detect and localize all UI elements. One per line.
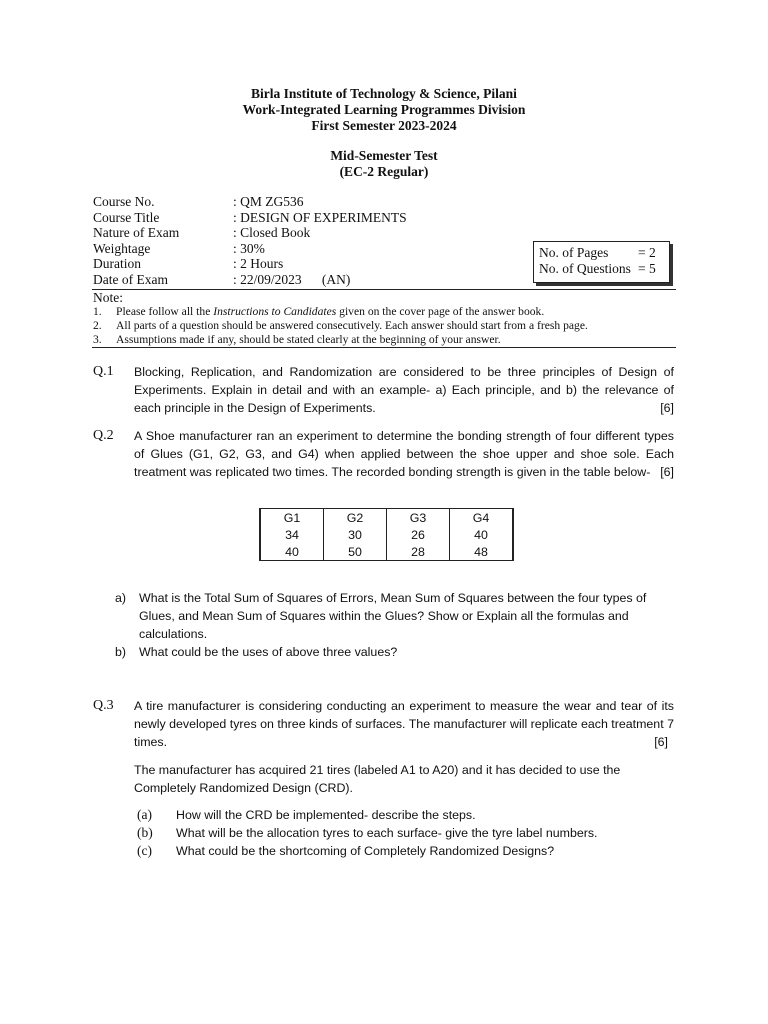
question-label: Q.3 [93, 698, 114, 713]
sub-question: (a) How will the CRD be implemented- describe the steps. [137, 807, 476, 822]
question-3-context: The manufacturer has acquired 21 tires (labeled A1 to A20) and it has decided to use the Completely Randomized Design (CRD). [134, 763, 621, 795]
note-label: Note: [93, 290, 123, 305]
table-header-cell: G3 [387, 509, 450, 527]
note-list [93, 305, 588, 347]
info-value: : Closed Book [233, 225, 311, 241]
institute-name: Birla Institute of Technology & Science, Pilani [251, 86, 517, 101]
divider-top [92, 289, 676, 290]
info-value: : QM ZG536 [233, 194, 304, 209]
question-marks: [6] [660, 465, 674, 479]
info-row [93, 210, 407, 226]
divider-bottom [92, 347, 676, 348]
info-label: Course No. [93, 194, 155, 209]
component-name: (EC-2 Regular) [339, 164, 429, 179]
note-item: 2. All parts of a question should be answered consecutively. Each answer should start from a fresh page. [93, 319, 588, 332]
note-item: 1. Please follow all the Instructions to Candidates given on the cover page of the answer book. [93, 305, 545, 318]
table-cell: 50 [324, 543, 387, 561]
info-row [93, 194, 407, 210]
questions-value: = 5 [638, 260, 656, 276]
info-label: Date of Exam [93, 271, 168, 287]
table-cell: 34 [260, 526, 324, 543]
info-label: Course Title [93, 209, 160, 225]
info-row [93, 241, 407, 257]
pages-box [533, 241, 670, 283]
pages-value: = 2 [638, 245, 656, 260]
semester: First Semester 2023-2024 [311, 118, 457, 133]
info-value: : DESIGN OF EXPERIMENTS [233, 209, 407, 225]
info-row [93, 272, 407, 288]
sub-question: (c) What could be the shortcoming of Completely Randomized Designs? [137, 843, 555, 858]
info-value: : 22/09/2023 (AN) [233, 271, 351, 287]
question-3-parts [137, 806, 677, 860]
question-marks: [6] [654, 735, 668, 749]
note-item: 3. Assumptions made if any, should be stated clearly at the beginning of your answer. [93, 333, 501, 346]
exam-header [0, 86, 768, 180]
sub-question: (b) What will be the allocation tyres to each surface- give the tyre label numbers. [137, 825, 598, 840]
glue-strength-table [259, 508, 514, 561]
table-cell: 26 [387, 526, 450, 543]
table-cell: 28 [387, 543, 450, 561]
division-name: Work-Integrated Learning Programmes Division [242, 102, 526, 117]
sub-question: a) What is the Total Sum of Squares of Errors, Mean Sum of Squares between the four types of Glues, and Mean Sum of Squares within the Glues? Show or Explain all the formulas and calculations. [115, 591, 647, 641]
info-value: : 2 Hours [233, 256, 284, 272]
table-cell: 48 [450, 543, 514, 561]
question-label: Q.2 [93, 428, 114, 443]
question-3-text: A tire manufacturer is considering conducting an experiment to measure the wear and tear of its newly developed tyres on three kinds of surfaces. The manufacturer will replicate each treatment 7 times. [6] [134, 699, 674, 749]
info-value: : 30% [233, 240, 265, 256]
question-label: Q.1 [93, 364, 114, 379]
question-2-parts [115, 589, 675, 661]
info-row [93, 256, 407, 272]
table-cell: 30 [324, 526, 387, 543]
table-header-cell: G2 [324, 509, 387, 527]
info-label: Duration [93, 256, 141, 272]
table-cell: 40 [260, 543, 324, 561]
table-header-cell: G1 [260, 509, 324, 527]
pages-label: No. of Pages [539, 245, 609, 260]
test-name: Mid-Semester Test [330, 148, 438, 163]
sub-question: b) What could be the uses of above three values? [115, 645, 398, 659]
info-label: Nature of Exam [93, 225, 180, 241]
table-header-cell: G4 [450, 509, 514, 527]
questions-label: No. of Questions [539, 260, 631, 276]
course-info [93, 194, 407, 288]
table-cell: 40 [450, 526, 514, 543]
question-1-text: Blocking, Replication, and Randomization are considered to be three principles of Design of Experiments. Explain in detail and with an example- a) Each principle, and b) the relevance of each principle in the Design of Experiments. [6] [134, 365, 674, 415]
info-label: Weightage [93, 240, 151, 256]
question-marks: [6] [660, 401, 674, 415]
table-row [260, 526, 513, 543]
info-row [93, 225, 407, 241]
table-header-row [260, 509, 513, 527]
question-2-text: A Shoe manufacturer ran an experiment to determine the bonding strength of four different types of Glues (G1, G2, G3, and G4) when applied between the shoe upper and shoe sole. Each treatment was replicated two times. The recorded bonding strength is given in the table below- [6] [134, 429, 674, 479]
table-row [260, 543, 513, 561]
